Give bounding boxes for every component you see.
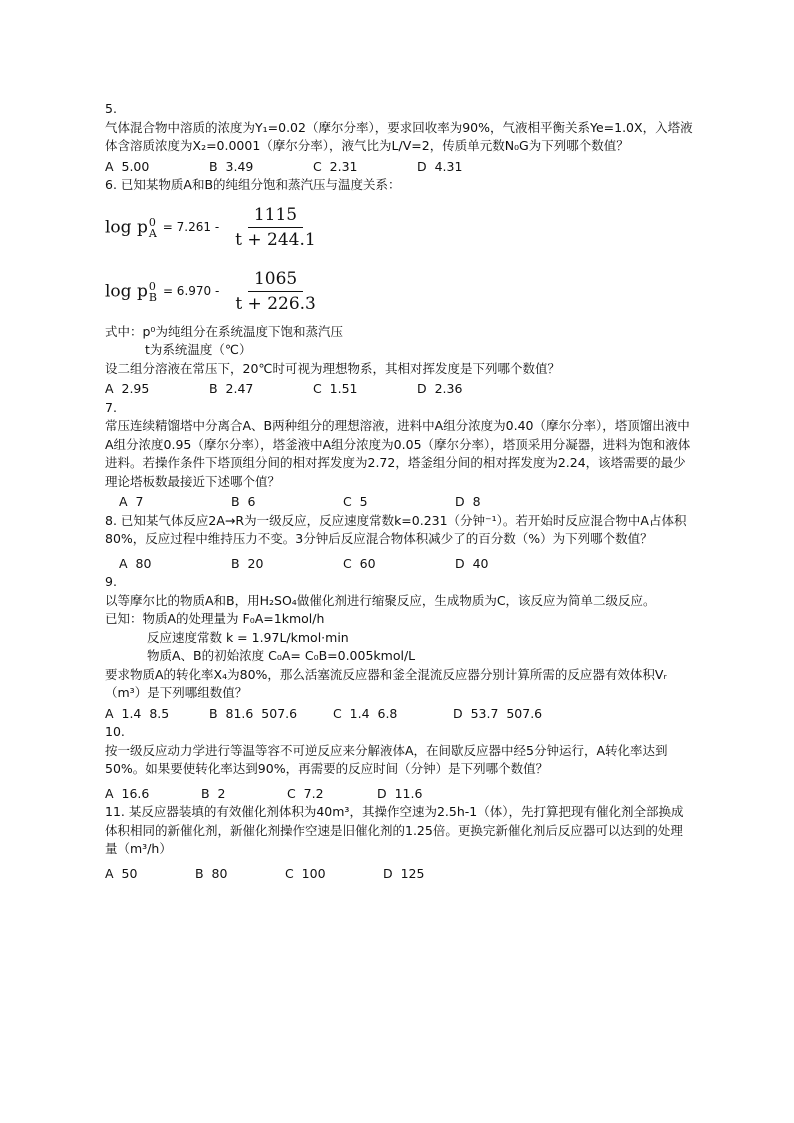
formula-a-sub: A — [148, 226, 157, 240]
q9-known-3: 物质A、B的初始浓度 C₀A= C₀B=0.005kmol/L — [147, 648, 416, 663]
q10-text: 按一级反应动力学进行等温等容不可逆反应来分解液体A，在间歇反应器中经5分钟运行，A转化率达到50%。如果要使转化率达到90%，再需要的反应时间（分钟）是下列哪个数值？ — [105, 742, 668, 776]
q6-option-a: A 2.95 — [105, 381, 150, 396]
q8-text: 8. 已知某气体反应2A→R为一级反应，反应速度常数k=0.231（分钟⁻¹）。若开始时反应混合物中A占体积80%，反应过程中维持压力不变。3分钟后反应混合物体积减少了的百分数（%）为下列哪个数值？ — [105, 512, 687, 546]
q10-options — [105, 785, 695, 804]
q5-option-b: B 3.49 — [209, 158, 254, 174]
formula-a-sup: 0 — [148, 215, 156, 229]
formula-b-sub: B — [148, 290, 157, 304]
q9-question: 要求物质A的转化率X₄为80%，那么活塞流反应器和釜全混流反应器分别计算所需的反应器有效体积Vᵣ（m³）是下列哪组数值？ — [105, 666, 667, 700]
formula-a — [105, 197, 695, 259]
q6-intro: 6. 已知某物质A和B的纯组分饱和蒸汽压与温度关系： — [105, 177, 401, 192]
q8-option-c: C 60 — [343, 555, 376, 571]
q8-options — [105, 555, 695, 574]
q7-option-d: D 8 — [455, 494, 481, 509]
formula-b-numerator: 1065 — [248, 270, 303, 293]
q9-known-1: 已知：物质A的处理量为 F₀A=1kmol/h — [105, 611, 325, 626]
formula-b-denominator: t + 226.3 — [235, 294, 316, 314]
q5-option-d: D 4.31 — [417, 158, 463, 174]
q9-known-2: 反应速度常数 k = 1.97L/kmol·min — [147, 629, 349, 645]
q7-option-c: C 5 — [343, 494, 368, 509]
q8-option-a: A 80 — [119, 555, 152, 571]
formula-b — [105, 261, 695, 323]
q11-options — [105, 865, 695, 884]
q9-number: 9. — [105, 574, 117, 589]
q10-option-b: B 2 — [201, 785, 226, 801]
formula-b-fraction — [229, 270, 322, 314]
q5-options — [105, 158, 695, 177]
formula-a-lhs: log p — [105, 217, 148, 237]
q9-option-c: C 1.4 6.8 — [333, 705, 398, 721]
q9-option-a: A 1.4 8.5 — [105, 705, 170, 721]
q7-number: 7. — [105, 399, 117, 415]
q7-option-a: A 7 — [119, 494, 144, 509]
q10-option-a: A 16.6 — [105, 785, 150, 801]
question-list — [105, 100, 695, 883]
q5-option-c: C 2.31 — [313, 158, 358, 174]
formula-b-sup: 0 — [148, 279, 156, 293]
q7-option-b: B 6 — [231, 494, 256, 509]
q6-where-1: 式中：p⁰为纯组分在系统温度下饱和蒸汽压 — [105, 323, 343, 339]
q11-text: 11. 某反应器装填的有效催化剂体积为40m³，其操作空速为2.5h-1（体），先打算把现有催化剂全部换成体积相同的新催化剂，新催化剂操作空速是旧催化剂的1.25倍。更换完新催化剂后反应器可以达到的处理量（m³/h） — [105, 804, 684, 856]
q5-number: 5. — [105, 101, 117, 116]
q9-options — [105, 705, 695, 724]
q11-option-a: A 50 — [105, 865, 138, 881]
q6-option-d: D 2.36 — [417, 381, 463, 396]
q6-option-b: B 2.47 — [209, 381, 254, 396]
q11-option-d: D 125 — [383, 865, 425, 881]
q6-options — [105, 380, 695, 399]
q7-text: 常压连续精馏塔中分离合A、B两种组分的理想溶液，进料中A组分浓度为0.40（摩尔分率），塔顶馏出液中A组分浓度0.95（摩尔分率），塔釜液中A组分浓度为0.05（摩尔分率），塔顶采用分凝器，进料为饱和液体进料。若操作条件下塔顶组分间的相对挥发度为2.72，塔釜组分间的相对挥发度为2.24，该塔需要的最少理论塔板数最接近下述哪个值？ — [105, 418, 691, 489]
formula-a-denominator: t + 244.1 — [235, 230, 316, 250]
q8-option-b: B 20 — [231, 555, 264, 571]
q10-option-c: C 7.2 — [287, 785, 324, 801]
q10-option-d: D 11.6 — [377, 785, 423, 801]
q8-option-d: D 40 — [455, 555, 489, 571]
q5-option-a: A 5.00 — [105, 158, 150, 174]
formula-a-mid: = 7.261 - — [162, 220, 220, 235]
formula-a-numerator: 1115 — [248, 206, 303, 229]
q6-question: 设二组分溶液在常压下，20℃时可视为理想物系，其相对挥发度是下列哪个数值？ — [105, 360, 560, 376]
q9-text: 以等摩尔比的物质A和B，用H₂SO₄做催化剂进行缩聚反应，生成物质为C，该反应为简单二级反应。 — [105, 592, 656, 608]
q7-options — [105, 493, 695, 512]
q6-where-2: t为系统温度（℃） — [145, 342, 252, 357]
formula-a-fraction — [229, 206, 322, 250]
formula-b-mid: = 6.970 - — [162, 284, 220, 299]
q5-text: 气体混合物中溶质的浓度为Y₁=0.02（摩尔分率），要求回收率为90%，气液相平衡关系Ye=1.0X，入塔液体含溶质浓度为X₂=0.0001（摩尔分率），液气比为L/V=2，传质单元数N₀G为下列哪个数值？ — [105, 119, 693, 153]
q9-option-d: D 53.7 507.6 — [453, 705, 543, 721]
q6-option-c: C 1.51 — [313, 381, 358, 396]
q11-option-b: B 80 — [195, 865, 228, 881]
q9-option-b: B 81.6 507.6 — [209, 705, 298, 721]
formula-b-lhs: log p — [105, 281, 148, 301]
q10-number: 10. — [105, 724, 125, 739]
q11-option-c: C 100 — [285, 865, 326, 881]
